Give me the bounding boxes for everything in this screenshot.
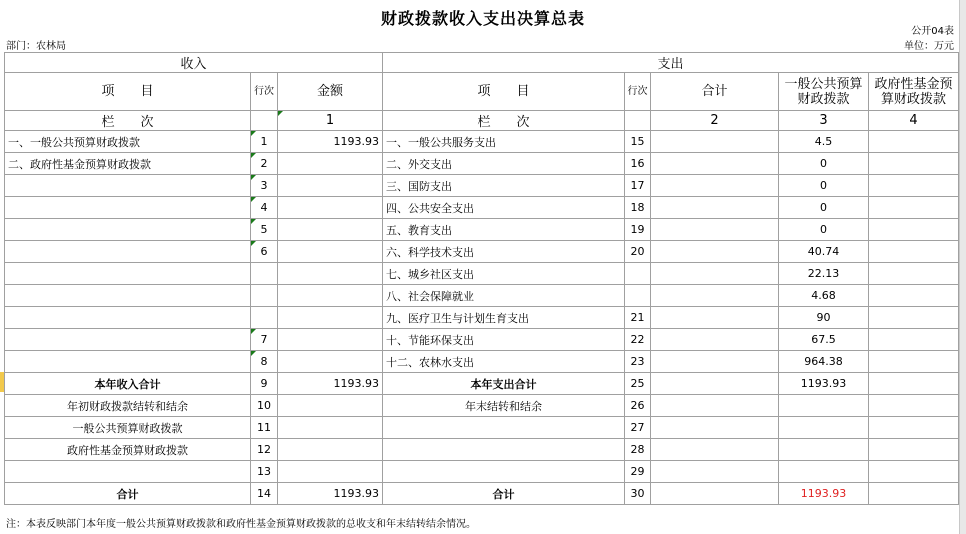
- expense-line-cell[interactable]: 29: [625, 461, 651, 483]
- income-amount-cell[interactable]: 1193.93: [278, 131, 383, 153]
- expense-fund-cell[interactable]: [869, 417, 959, 439]
- income-amount-cell[interactable]: 1193.93: [278, 483, 383, 505]
- expense-item-cell[interactable]: 七、城乡社区支出: [383, 263, 625, 285]
- expense-item-cell[interactable]: 十、节能环保支出: [383, 329, 625, 351]
- expense-line-blank[interactable]: [625, 111, 651, 131]
- expense-line-cell[interactable]: [625, 285, 651, 307]
- expense-general-cell[interactable]: [779, 461, 869, 483]
- income-line-cell[interactable]: 3: [251, 175, 278, 197]
- expense-general-cell[interactable]: 1193.93: [779, 373, 869, 395]
- column-number-2[interactable]: 2: [651, 111, 779, 131]
- income-line-cell[interactable]: 13: [251, 461, 278, 483]
- income-amount-cell[interactable]: [278, 175, 383, 197]
- expense-item-cell[interactable]: 本年支出合计: [383, 373, 625, 395]
- department-label: 部门：农林局: [6, 41, 66, 52]
- expense-fund-cell[interactable]: [869, 241, 959, 263]
- expense-total-cell[interactable]: [651, 439, 779, 461]
- expense-line-cell[interactable]: 18: [625, 197, 651, 219]
- income-line-header[interactable]: 行次: [251, 73, 278, 111]
- expense-general-cell[interactable]: 4.5: [779, 131, 869, 153]
- income-amount-cell[interactable]: [278, 439, 383, 461]
- table-row: [5, 175, 959, 197]
- income-amount-cell[interactable]: [278, 219, 383, 241]
- form-code: 公开04表: [911, 26, 954, 37]
- income-item-cell[interactable]: [5, 219, 251, 241]
- fund-budget-header[interactable]: 政府性基金预算财政拨款: [869, 73, 959, 111]
- income-amount-cell[interactable]: [278, 241, 383, 263]
- income-header[interactable]: 收入: [5, 53, 383, 73]
- summary-row: [5, 461, 959, 483]
- income-line-blank[interactable]: [251, 111, 278, 131]
- expense-line-cell[interactable]: 27: [625, 417, 651, 439]
- expense-total-cell[interactable]: [651, 131, 779, 153]
- expense-line-header[interactable]: 行次: [625, 73, 651, 111]
- expense-item-cell[interactable]: 八、社会保障就业: [383, 285, 625, 307]
- expense-line-cell[interactable]: 26: [625, 395, 651, 417]
- expense-fund-cell[interactable]: [869, 307, 959, 329]
- income-item-cell[interactable]: 二、政府性基金预算财政拨款: [5, 153, 251, 175]
- income-amount-header[interactable]: 金额: [278, 73, 383, 111]
- expense-line-cell[interactable]: 16: [625, 153, 651, 175]
- expense-fund-cell[interactable]: [869, 395, 959, 417]
- expense-fund-cell[interactable]: [869, 285, 959, 307]
- expense-total-cell[interactable]: [651, 417, 779, 439]
- expense-item-cell[interactable]: 合计: [383, 483, 625, 505]
- income-line-cell[interactable]: 6: [251, 241, 278, 263]
- income-item-cell[interactable]: 政府性基金预算财政拨款: [5, 439, 251, 461]
- expense-item-cell[interactable]: 一、一般公共服务支出: [383, 131, 625, 153]
- income-line-cell[interactable]: [251, 285, 278, 307]
- table-row: [5, 153, 959, 175]
- expense-general-cell[interactable]: 90: [779, 307, 869, 329]
- income-item-cell[interactable]: [5, 175, 251, 197]
- expense-general-cell[interactable]: 40.74: [779, 241, 869, 263]
- table-row: [5, 131, 959, 153]
- expense-total-cell[interactable]: [651, 241, 779, 263]
- expense-item-cell[interactable]: 九、医疗卫生与计划生育支出: [383, 307, 625, 329]
- expense-general-cell[interactable]: 4.68: [779, 285, 869, 307]
- income-amount-cell[interactable]: [278, 153, 383, 175]
- expense-line-cell[interactable]: 28: [625, 439, 651, 461]
- income-amount-cell[interactable]: [278, 395, 383, 417]
- expense-header[interactable]: 支出: [383, 53, 959, 73]
- income-item-cell[interactable]: [5, 329, 251, 351]
- income-line-cell[interactable]: 8: [251, 351, 278, 373]
- income-line-cell[interactable]: 12: [251, 439, 278, 461]
- column-number-3[interactable]: 3: [779, 111, 869, 131]
- income-item-cell[interactable]: 年初财政拨款结转和结余: [5, 395, 251, 417]
- expense-general-cell[interactable]: [779, 395, 869, 417]
- expense-line-cell[interactable]: 21: [625, 307, 651, 329]
- income-line-cell[interactable]: 11: [251, 417, 278, 439]
- expense-total-cell[interactable]: [651, 197, 779, 219]
- income-line-cell[interactable]: [251, 307, 278, 329]
- income-amount-cell[interactable]: [278, 417, 383, 439]
- income-amount-cell[interactable]: [278, 351, 383, 373]
- income-amount-cell[interactable]: [278, 307, 383, 329]
- expense-general-cell[interactable]: 0: [779, 175, 869, 197]
- expense-general-cell[interactable]: [779, 417, 869, 439]
- expense-line-cell[interactable]: 23: [625, 351, 651, 373]
- summary-row: [5, 417, 959, 439]
- expense-general-cell[interactable]: 964.38: [779, 351, 869, 373]
- income-column-label[interactable]: 栏 次: [5, 111, 251, 131]
- expense-fund-cell[interactable]: [869, 175, 959, 197]
- expense-fund-cell[interactable]: [869, 131, 959, 153]
- expense-item-cell[interactable]: 十二、农林水支出: [383, 351, 625, 373]
- report-title: 财政拨款收入支出决算总表: [380, 9, 585, 28]
- expense-line-cell[interactable]: 17: [625, 175, 651, 197]
- table-row: [5, 329, 959, 351]
- income-item-cell[interactable]: [5, 197, 251, 219]
- expense-total-header[interactable]: 合计: [651, 73, 779, 111]
- expense-total-cell[interactable]: [651, 219, 779, 241]
- expense-total-cell[interactable]: [651, 263, 779, 285]
- expense-total-cell[interactable]: [651, 351, 779, 373]
- expense-total-cell[interactable]: [651, 483, 779, 505]
- expense-general-cell[interactable]: 22.13: [779, 263, 869, 285]
- expense-fund-cell[interactable]: [869, 219, 959, 241]
- income-item-cell[interactable]: 本年收入合计: [5, 373, 251, 395]
- summary-row: [5, 439, 959, 461]
- expense-fund-cell[interactable]: [869, 461, 959, 483]
- summary-row: [5, 395, 959, 417]
- expense-total-cell[interactable]: [651, 329, 779, 351]
- income-line-cell[interactable]: 9: [251, 373, 278, 395]
- income-amount-cell[interactable]: 1193.93: [278, 373, 383, 395]
- income-amount-cell[interactable]: [278, 329, 383, 351]
- expense-fund-cell[interactable]: [869, 373, 959, 395]
- expense-general-cell[interactable]: 67.5: [779, 329, 869, 351]
- summary-row: [5, 483, 959, 505]
- income-item-cell[interactable]: 合计: [5, 483, 251, 505]
- income-item-header[interactable]: 项 目: [5, 73, 251, 111]
- income-line-cell[interactable]: 7: [251, 329, 278, 351]
- expense-total-cell[interactable]: [651, 307, 779, 329]
- general-budget-header[interactable]: 一般公共预算财政拨款: [779, 73, 869, 111]
- expense-fund-cell[interactable]: [869, 197, 959, 219]
- expense-general-cell[interactable]: 0: [779, 219, 869, 241]
- expense-total-cell[interactable]: [651, 395, 779, 417]
- expense-line-cell[interactable]: [625, 263, 651, 285]
- expense-item-cell[interactable]: 三、国防支出: [383, 175, 625, 197]
- expense-fund-cell[interactable]: [869, 263, 959, 285]
- column-number-1[interactable]: 1: [278, 111, 383, 131]
- expense-line-cell[interactable]: 30: [625, 483, 651, 505]
- expense-fund-cell[interactable]: [869, 351, 959, 373]
- column-number-4[interactable]: 4: [869, 111, 959, 131]
- summary-row: [5, 373, 959, 395]
- unit-label: 单位：万元: [904, 41, 954, 52]
- expense-item-cell[interactable]: [383, 439, 625, 461]
- expense-general-cell[interactable]: 0: [779, 197, 869, 219]
- income-line-cell[interactable]: [251, 263, 278, 285]
- expense-line-cell[interactable]: 22: [625, 329, 651, 351]
- expense-fund-cell[interactable]: [869, 439, 959, 461]
- table-row: [5, 197, 959, 219]
- expense-line-cell[interactable]: 25: [625, 373, 651, 395]
- income-item-cell[interactable]: [5, 263, 251, 285]
- income-line-cell[interactable]: 5: [251, 219, 278, 241]
- income-amount-cell[interactable]: [278, 197, 383, 219]
- footnote: 注：本表反映部门本年度一般公共预算财政拨款和政府性基金预算财政拨款的总收支和年末结转结余情况。: [6, 519, 476, 530]
- income-line-cell[interactable]: 1: [251, 131, 278, 153]
- expense-item-cell[interactable]: [383, 461, 625, 483]
- expense-total-cell[interactable]: [651, 153, 779, 175]
- income-item-cell[interactable]: [5, 307, 251, 329]
- expense-fund-cell[interactable]: [869, 153, 959, 175]
- expense-general-cell[interactable]: 0: [779, 153, 869, 175]
- expense-item-header[interactable]: 项 目: [383, 73, 625, 111]
- table-row: [5, 351, 959, 373]
- expense-general-cell[interactable]: 1193.93: [779, 483, 869, 505]
- expense-column-label[interactable]: 栏 次: [383, 111, 625, 131]
- expense-fund-cell[interactable]: [869, 483, 959, 505]
- income-item-cell[interactable]: 一般公共预算财政拨款: [5, 417, 251, 439]
- expense-item-cell[interactable]: 六、科学技术支出: [383, 241, 625, 263]
- expense-item-cell[interactable]: [383, 417, 625, 439]
- income-item-cell[interactable]: [5, 351, 251, 373]
- income-item-cell[interactable]: [5, 461, 251, 483]
- expense-total-cell[interactable]: [651, 373, 779, 395]
- expense-item-cell[interactable]: 二、外交支出: [383, 153, 625, 175]
- expense-line-cell[interactable]: 19: [625, 219, 651, 241]
- expense-fund-cell[interactable]: [869, 329, 959, 351]
- income-item-cell[interactable]: [5, 285, 251, 307]
- scrollbar-edge[interactable]: [959, 0, 966, 534]
- income-amount-cell[interactable]: [278, 285, 383, 307]
- expense-item-cell[interactable]: 年末结转和结余: [383, 395, 625, 417]
- expense-total-cell[interactable]: [651, 285, 779, 307]
- expense-line-cell[interactable]: 20: [625, 241, 651, 263]
- income-item-cell[interactable]: [5, 241, 251, 263]
- expense-general-cell[interactable]: [779, 439, 869, 461]
- expense-line-cell[interactable]: 15: [625, 131, 651, 153]
- table-row: [5, 241, 959, 263]
- income-line-cell[interactable]: 4: [251, 197, 278, 219]
- table-row: [5, 263, 959, 285]
- table-row: [5, 307, 959, 329]
- expense-item-cell[interactable]: 四、公共安全支出: [383, 197, 625, 219]
- expense-item-cell[interactable]: 五、教育支出: [383, 219, 625, 241]
- income-line-cell[interactable]: 14: [251, 483, 278, 505]
- table-row: [5, 285, 959, 307]
- income-line-cell[interactable]: 10: [251, 395, 278, 417]
- expense-total-cell[interactable]: [651, 175, 779, 197]
- expense-total-cell[interactable]: [651, 461, 779, 483]
- income-amount-cell[interactable]: [278, 461, 383, 483]
- income-amount-cell[interactable]: [278, 263, 383, 285]
- income-item-cell[interactable]: 一、一般公共预算财政拨款: [5, 131, 251, 153]
- table-row: [5, 219, 959, 241]
- finance-table: [4, 52, 959, 505]
- income-line-cell[interactable]: 2: [251, 153, 278, 175]
